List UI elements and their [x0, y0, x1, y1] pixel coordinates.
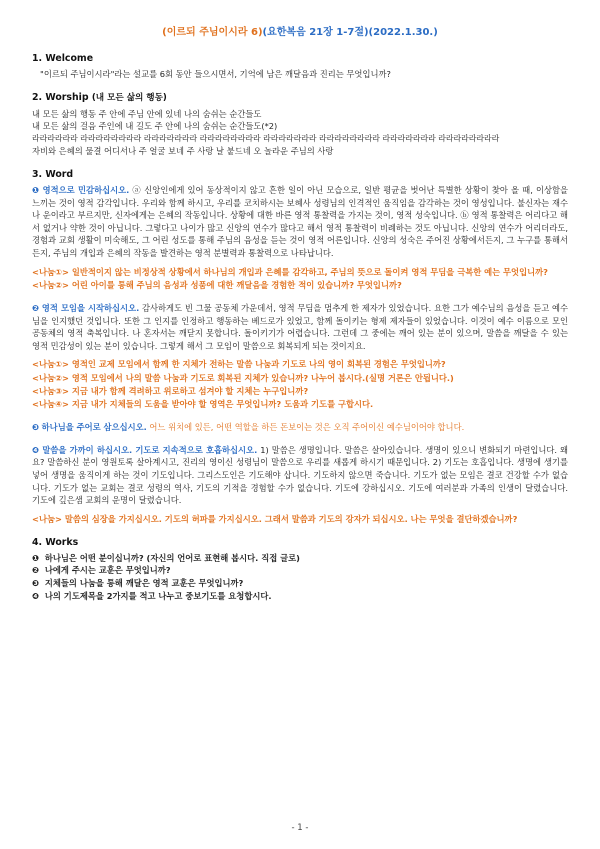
point-4-body: 1) 말씀은 생명입니다. 말씀은 살아있습니다. 생명이 있으니 변화되기 마련입니다. 왜요? 말씀하신 분이 영원토록 살아계시고, 진리의 영이신 성령님이 말씀으로 우리를 새롭게 하시기 때문입니다. 2) 기도는 호흡입니다. 생명에 생기를 넣어 생명을 움직이게 하는 것이 기도입니다. 그리스도인은 기도해야 삽니다. 기도하지 않으면 죽습니다. 기도가 없는 모임은 결코 건강할 수가 없습니다. 기도가 없는 교회는 결코 성령의 역사, 기도의 기적을 경험할 수가 없습니다. 기도에 강하십시오. 기도에 여러분과 가족의 인생이 달렸습니다. 기도에 깊은샘 교회의 운명이 달렸습니다.	[32, 444, 569, 506]
works-item-4	[32, 590, 568, 603]
word-heading: 3. Word	[32, 168, 74, 180]
word-point-3	[32, 421, 568, 434]
works-item-2-text: 나에게 주시는 교훈은 무엇입니까?	[44, 565, 171, 576]
worship-heading-sub: (내 모든 삶의 행동)	[91, 92, 167, 103]
page-title	[32, 26, 568, 40]
page-number: - 1 -	[291, 823, 309, 833]
works-item-3	[32, 577, 568, 590]
worship-line-4: 자비와 은혜의 물결 어디서나 주 얼굴 보네 주 사랑 날 붙드네 오 놀라운 주님의 사랑	[32, 146, 334, 157]
point-1-question-1: <나눔①> 일반적이지 않는 비정상적 상황에서 하나님의 개입과 은혜를 감각하고, 주님의 뜻으로 돌이켜 영적 무딤을 극복한 예는 무엇입니까?	[32, 266, 548, 277]
works-item-1-number: ❶	[32, 552, 40, 563]
works-item-2	[32, 564, 568, 577]
point-1-body: ⓐ 신앙인에게 있어 동상적이지 않고 흔한 일이 아닌 모습으로, 일반 평균을 벗어난 특별한 상황이 찾아 올 때, 이상함을 느끼는 것이 영적 감각입니다. 우리와 함께 하시고, 우리를 코치하시는 보혜사 성령님의 인격적인 움직임을 감각하는 것이 영성입니다. 불신자는 재수나 운이라고 부르지만, 신자에게는 은혜의 작동입니다. 상황에 대한 바른 영적 통찰력을 가지는 것이, 영적 성숙입니다. ⓑ 영적 통찰력은 어리다고 해서 없거나 약한 것이 아닙니다. 그렇다고 나이가 많고 신앙의 연수가 많다고 해서 영적 통찰력이 비례하는 것도 아닙니다. 신앙의 연수가 어리더라도, 경험과 교회 생활이 미숙해도, 그 어린 성도를 통해 주님의 음성을 듣는 것이 영적 어른입니다. 신앙의 성숙은 주어진 상황에서든지, 그 누구를 통해서든지, 주님의 개입과 은혜의 작동을 발견하는 영적 분별력과 통찰력으로 나타납니다.	[32, 184, 568, 258]
works-item-4-text: 나의 기도제목을 2가지를 적고 나누고 중보기도를 요청합시다.	[44, 590, 272, 601]
works-item-2-number: ❷	[32, 565, 40, 576]
welcome-heading: 1. Welcome	[32, 53, 94, 64]
word-point-2	[32, 302, 568, 352]
point-2-question-4: <나눔④> 지금 내가 지체들의 도움을 받아야 할 영역은 무엇입니까? 도움과 기도를 구합시다.	[32, 398, 374, 409]
point-4-question-1: <나눔> 말씀의 심장을 가지십시오. 기도의 허파를 가지십시오. 그래서 말씀과 기도의 강자가 되십시오. 나는 무엇을 결단하겠습니까?	[32, 513, 518, 524]
works-item-3-number: ❸	[32, 578, 40, 589]
point-1-lead: 영적으로 민감하십시오.	[42, 184, 130, 195]
title-main: (이르되 주님이시라 6)	[162, 27, 263, 38]
worship-heading	[32, 91, 568, 105]
worship-heading-label: 2. Worship	[32, 91, 89, 103]
welcome-text: "이르되 주님이시라"라는 설교를 6회 동안 들으시면서, 기억에 남은 깨달음과 진리는 무엇입니까?	[40, 69, 391, 79]
point-2-question-2: <나눔②> 영적 모임에서 나의 말씀 나눔과 기도로 회복된 지체가 있습니까? 나누어 봅시다.(실명 거론은 안됩니다.)	[32, 372, 454, 383]
title-reference: (요한복음 21장 1-7절)(2022.1.30.)	[262, 27, 438, 38]
point-1-number: ❶	[32, 184, 40, 195]
point-2-number: ❷	[32, 302, 40, 313]
worship-line-2: 내 모든 삶의 걸음 주인에 내 길도 주 안에 나의 숨쉬는 순간들도(*2)	[32, 121, 278, 132]
word-point-4	[32, 444, 568, 507]
works-heading: 4. Works	[32, 536, 79, 548]
point-3-body: 어느 위치에 있든, 어떤 역할을 하든 돈보이는 것은 오직 주어이신 예수님이어야 합니다.	[146, 422, 465, 433]
point-2-body: 감사하게도 빈 그물 공동체 가운데서, 영적 무딤을 멈추게 한 제자가 있었습니다. 요한 그가 예수님의 음성을 듣고 예수님을 인지했던 것입니다. 또한 그 인지를 인정하고 행동하는 베드로가 있었고, 함께 돌이키는 형제 제자들이 있었습니다. 이것이 예수 이름으로 모인 공동체의 영적 축복입니다. 나 혼자서는 깨닫지 못합니다. 돌이키기가 어렵습니다. 그런데 그 중에는 깨어 있는 분이 있으며, 말씀을 깨달을 수 있는 영적 민감성이 있는 분이 있습니다. 그렇게 해서 그 모임이 말씀으로 회복되게 되는 것이지요.	[32, 302, 569, 351]
point-4-lead: 말씀을 가까이 하십시오. 기도로 지속적으로 호흡하십시오.	[42, 444, 258, 455]
point-2-questions	[32, 358, 568, 411]
works-item-1	[32, 552, 568, 565]
word-point-1	[32, 184, 568, 260]
point-3-number: ❸	[32, 422, 40, 433]
point-2-question-3: <나눔③> 지금 내가 함께 격려하고 위로하고 섬겨야 할 지체는 누구입니까?	[32, 385, 309, 396]
point-2-lead: 영적 모임을 시작하십시오.	[41, 302, 140, 313]
point-1-question-2: <나눔②> 어린 아이를 통해 주님의 음성과 성품에 대한 깨달음을 경험한 적이 있습니까? 무엇입니까?	[32, 279, 402, 290]
point-4-questions	[32, 513, 568, 526]
works-item-4-number: ❹	[32, 590, 40, 601]
worship-line-3: 라라라라라라 라라라라라라라라 라라라라라라라 라라라라라라라라 라라라라라라라 라라라라라라라라 라라라라라라라 라라라라라라라라	[32, 133, 500, 143]
point-3-lead: 하나님을 주어로 삼으십시오.	[41, 422, 147, 433]
works-item-3-text: 지체들의 나눔을 통해 깨달은 영적 교훈은 무엇입니까?	[44, 578, 244, 589]
works-item-1-text: 하나님은 어떤 분이십니까? (자신의 언어로 표현해 봅시다. 직접 글로)	[44, 552, 300, 563]
point-4-number: ❹	[32, 444, 40, 455]
point-1-questions	[32, 266, 568, 292]
point-2-question-1: <나눔①> 영적인 교제 모임에서 함께 한 지체가 전하는 말씀 나눔과 기도로 나의 영이 회복된 경험은 무엇입니까?	[32, 359, 446, 370]
worship-line-1: 내 모든 삶의 행동 주 안에 주님 안에 있네 나의 숨쉬는 순간들도	[32, 108, 262, 119]
